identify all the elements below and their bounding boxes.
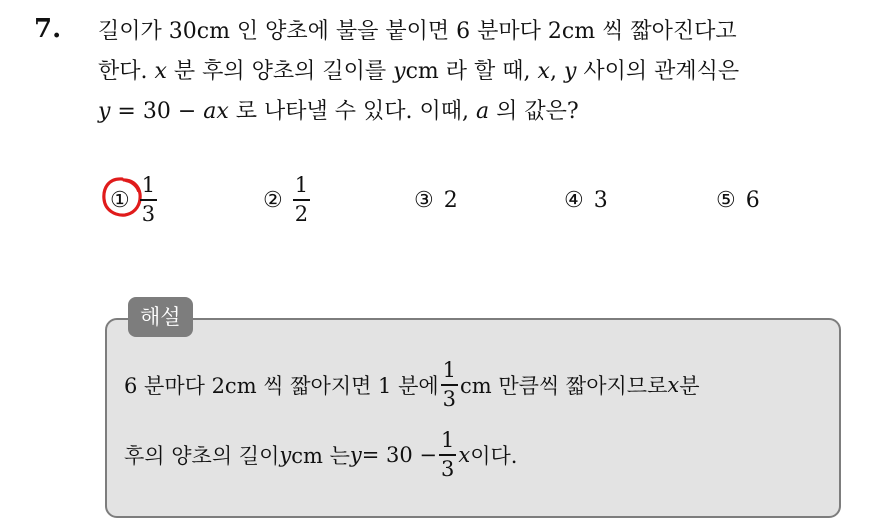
question-line-2 <box>98 52 878 92</box>
text-run: 의 값은? <box>489 99 579 124</box>
choice-fraction <box>293 175 310 225</box>
fraction-numerator: 1 <box>441 428 455 453</box>
fraction-denominator: 3 <box>441 456 455 481</box>
var-y: y <box>393 59 406 84</box>
choice-fraction <box>140 175 157 225</box>
var-x: x <box>458 443 471 467</box>
text-run: = 30 − <box>110 99 204 124</box>
choice-mark: ① <box>110 187 130 213</box>
choice-value: 6 <box>745 187 760 213</box>
question-number: 7. <box>34 14 62 44</box>
answer-choices <box>0 170 884 230</box>
fraction-bar <box>140 199 157 201</box>
var-y: y <box>563 59 577 84</box>
choice-value: 2 <box>443 187 458 213</box>
solution-line-2 <box>124 420 834 490</box>
choice-mark: ③ <box>414 187 434 213</box>
question-text <box>98 12 878 132</box>
text-run: 사이의 관계식은 <box>576 59 740 84</box>
solution-fraction <box>441 360 458 410</box>
text-run: 6 분마다 2cm 씩 짧아지면 1 분에 <box>124 374 439 398</box>
question-line-3 <box>98 92 878 132</box>
text-run: cm 만큼씩 짧아지므로 <box>460 374 668 398</box>
var-y: y <box>98 99 111 124</box>
text-run: 후의 양초의 길이 <box>124 444 280 468</box>
fraction-numerator: 1 <box>294 173 309 198</box>
choice-mark: ④ <box>564 187 584 213</box>
var-x: x <box>667 373 680 397</box>
var-x: x <box>537 59 550 84</box>
text-run: 한다. <box>98 59 155 84</box>
fraction-bar <box>293 199 310 201</box>
fraction-bar <box>439 454 456 456</box>
text-run: cm 는 <box>291 444 350 468</box>
solution-text <box>124 350 834 490</box>
text-run: 분 <box>679 374 700 398</box>
solution-line-1 <box>124 350 834 420</box>
choice-mark: ② <box>263 187 283 213</box>
choice-5[interactable] <box>716 170 760 230</box>
text-run: 분 후의 양초의 길이를 <box>166 59 394 84</box>
var-ax: ax <box>203 99 229 124</box>
var-y: y <box>279 443 292 467</box>
choice-mark: ⑤ <box>716 187 736 213</box>
fraction-denominator: 3 <box>442 386 457 411</box>
text-run: = 30 − <box>361 443 438 467</box>
choice-1[interactable] <box>110 170 157 230</box>
var-x: x <box>154 59 167 84</box>
choice-2[interactable] <box>263 170 310 230</box>
choice-4[interactable] <box>564 170 608 230</box>
choice-3[interactable] <box>414 170 458 230</box>
choice-value: 3 <box>593 187 608 213</box>
fraction-denominator: 2 <box>294 201 309 226</box>
text-run: , <box>549 59 564 84</box>
question-line-1: 길이가 30cm 인 양초에 불을 붙이면 6 분마다 2cm 씩 짧아진다고 <box>98 19 737 44</box>
var-a: a <box>476 99 490 124</box>
solution-tag: 해설 <box>128 297 193 337</box>
fraction-numerator: 1 <box>141 173 156 198</box>
text-run: 이다. <box>470 444 518 468</box>
fraction-bar <box>441 384 458 386</box>
fraction-numerator: 1 <box>442 358 457 383</box>
var-y: y <box>349 443 362 467</box>
text-run: cm 라 할 때, <box>405 59 538 84</box>
text-run: 로 나타낼 수 있다. 이때, <box>228 99 477 124</box>
fraction-denominator: 3 <box>141 201 156 226</box>
solution-fraction <box>439 430 456 480</box>
